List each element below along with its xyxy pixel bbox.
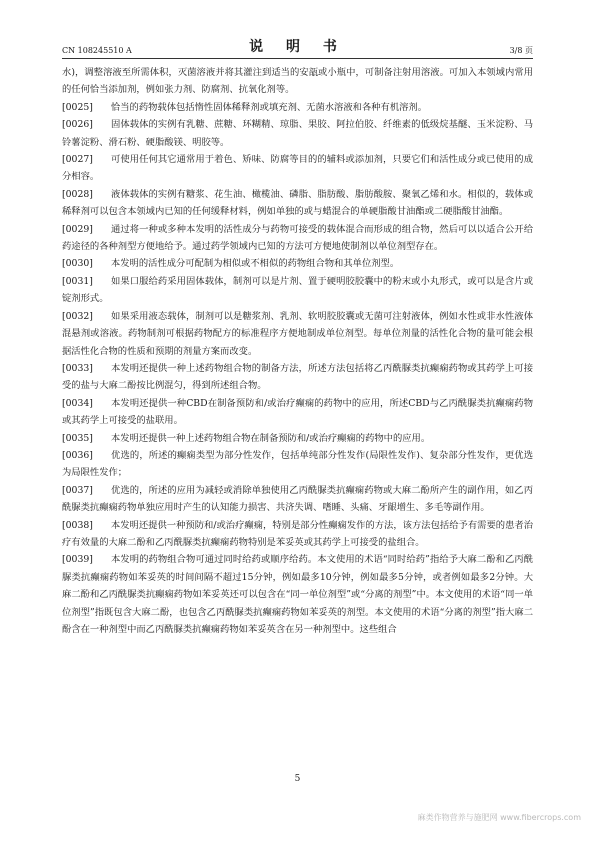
paragraph-number: [0036] bbox=[62, 449, 93, 461]
paragraph-number: [0032] bbox=[62, 310, 93, 322]
paragraph-text: 本发明还提供一种上述药物组合物的制备方法，所述方法包括将乙丙酰脲类抗癫痫药物或其药学上可接受的盐与大麻二酚按比例混匀，得到所述组合物。 bbox=[62, 362, 533, 392]
paragraph bbox=[62, 551, 533, 638]
paragraph-text: 本发明还提供一种上述药物组合物在制备预防和/或治疗癫痫的药物中的应用。 bbox=[110, 432, 431, 444]
page-number: 5 bbox=[294, 774, 301, 784]
paragraph-number: [0025] bbox=[62, 101, 93, 113]
paragraph-text: 优选的，所述的癫痫类型为部分性发作，包括单纯部分性发作(局限性发作)、复杂部分性发作，更优选为局限性发作； bbox=[62, 449, 533, 479]
paragraph-text: 本发明还提供一种预防和/或治疗癫痫，特别是部分性癫痫发作的方法，该方法包括给予有需要的患者治疗有效量的大麻二酚和乙丙酰脲类抗癫痫药物特别是苯妥英或其药学上可接受的盐组合。 bbox=[62, 519, 533, 548]
paragraph-number: [0031] bbox=[62, 275, 93, 287]
paragraph-text: 通过将一种或多种本发明的活性成分与药物可接受的载体混合而形成的组合物，然后可以以适合公开给药途径的各种剂型方便地给予。通过药学领域内已知的方法可方便地使制剂以单位剂型存在。 bbox=[62, 223, 533, 253]
paragraph bbox=[62, 64, 533, 99]
paragraph bbox=[62, 308, 533, 360]
paragraph bbox=[62, 447, 533, 482]
paragraph-number: [0030] bbox=[62, 258, 93, 270]
paragraph-number: [0029] bbox=[62, 223, 93, 235]
paragraph bbox=[62, 99, 533, 116]
paragraph-text: 固体载体的实例有乳糖、蔗糖、环糊精、琼脂、果胶、阿拉伯胶、纤维素的低级烷基醚、玉米淀粉、马铃薯淀粉、滑石粉、硬脂酸镁、明胶等。 bbox=[62, 119, 533, 148]
paragraph-text: 可使用任何其它通常用于着色、矫味、防腐等目的的辅料或添加剂，只要它们和活性成分或已使用的成分相容。 bbox=[62, 154, 533, 183]
paragraph bbox=[62, 395, 533, 430]
paragraph-text: 本发明的活性成分可配制为相似或不相似的药物组合物和其单位剂型。 bbox=[110, 258, 400, 270]
paragraph bbox=[62, 151, 533, 186]
paragraph-number: [0033] bbox=[62, 362, 93, 374]
document-body bbox=[62, 64, 533, 638]
document-title: 说 明 书 bbox=[249, 39, 346, 55]
paragraph-text: 如果采用液态载体，制剂可以是糖浆剂、乳剂、软明胶胶囊或无菌可注射液体，例如水性或非水性液体混悬剂或溶液。药物制剂可根据药物配方的标准程序方便地制成单位剂型。每单位剂量的活性化合物的量可能会根据活性化合物的性质和预期的剂量方案而改变。 bbox=[62, 310, 533, 357]
paragraph bbox=[62, 116, 533, 151]
paragraph bbox=[62, 186, 533, 221]
page-indicator: 3/8 页 bbox=[509, 46, 533, 55]
paragraph bbox=[62, 482, 533, 517]
paragraph-number: [0034] bbox=[62, 397, 93, 409]
paragraph-text: 水)，调整溶液至所需体积，灭菌溶液并将其灌注到适当的安瓿或小瓶中，可制备注射用溶液。可加入本领域内常用的任何恰当添加剂，例如张力剂、防腐剂、抗氧化剂等。 bbox=[62, 67, 533, 96]
paragraph bbox=[62, 273, 533, 308]
paragraph bbox=[62, 517, 533, 552]
paragraph-text: 优选的，所述的应用为减轻或消除单独使用乙丙酰脲类抗癫痫药物或大麻二酚所产生的副作用，如乙丙酰脲类抗癫痫药物单独应用时产生的认知能力损害、共济失调、嗜睡、头痛、牙龈增生、多毛等副作用。 bbox=[62, 484, 533, 514]
paragraph-text: 如果口服给药采用固体载体，制剂可以是片剂、置于硬明胶胶囊中的粉末或小丸形式，或可以是含片或锭剂形式。 bbox=[62, 275, 533, 305]
paragraph-number: [0037] bbox=[62, 484, 93, 496]
paragraph-text: 液体载体的实例有糖浆、花生油、橄榄油、磷脂、脂肪酸、脂肪酸胺、聚氧乙烯和水。相似的，载体或稀释剂可以包含本领域内已知的任何缓释材料，例如单独的或与蜡混合的单硬脂酸甘油酯或二硬脂酸甘油酯。 bbox=[62, 188, 533, 218]
paragraph-number: [0039] bbox=[62, 554, 93, 566]
paragraph bbox=[62, 430, 533, 447]
paragraph-text: 恰当的药物载体包括惰性固体稀释剂或填充剂、无菌水溶液和各种有机溶剂。 bbox=[110, 101, 428, 113]
publication-number: CN 108245510 A bbox=[62, 46, 132, 55]
paragraph-number: [0038] bbox=[62, 519, 93, 531]
paragraph-number: [0028] bbox=[62, 188, 93, 200]
paragraph-text: 本发明的药物组合物可通过同时给药或顺序给药。本文使用的术语“同时给药”指给予大麻二酚和乙丙酰脲类抗癫痫药物如苯妥英的时间间隔不超过15分钟，例如最多10分钟，例如最多5分钟，或者例如最多2分钟。大麻二酚和乙丙酰脲类抗癫痫药物如苯妥英还可以包含在“同一单位剂型”或“分离的剂型”中。本文使用的术语“同一单位剂型”指既包含大麻二酚，也包含乙丙酰脲类抗癫痫药物如苯妥英的剂型。本文使用的术语“分离的剂型”指大麻二酚含在一种剂型中而乙丙酰脲类抗癫痫药物如苯妥英含在另一种剂型中。这些组合 bbox=[62, 554, 533, 635]
paragraph bbox=[62, 255, 533, 272]
paragraph-number: [0027] bbox=[62, 154, 93, 166]
paragraph bbox=[62, 360, 533, 395]
paragraph-number: [0035] bbox=[62, 432, 93, 444]
paragraph-number: [0026] bbox=[62, 119, 93, 131]
paragraph bbox=[62, 221, 533, 256]
watermark: 麻类作物营养与施肥网 www.fibercrops.com bbox=[417, 813, 581, 822]
page-header bbox=[62, 36, 533, 59]
paragraph-text: 本发明还提供一种CBD在制备预防和/或治疗癫痫的药物中的应用，所述CBD与乙丙酰脲类抗癫痫药物或其药学上可接受的盐联用。 bbox=[62, 397, 533, 427]
